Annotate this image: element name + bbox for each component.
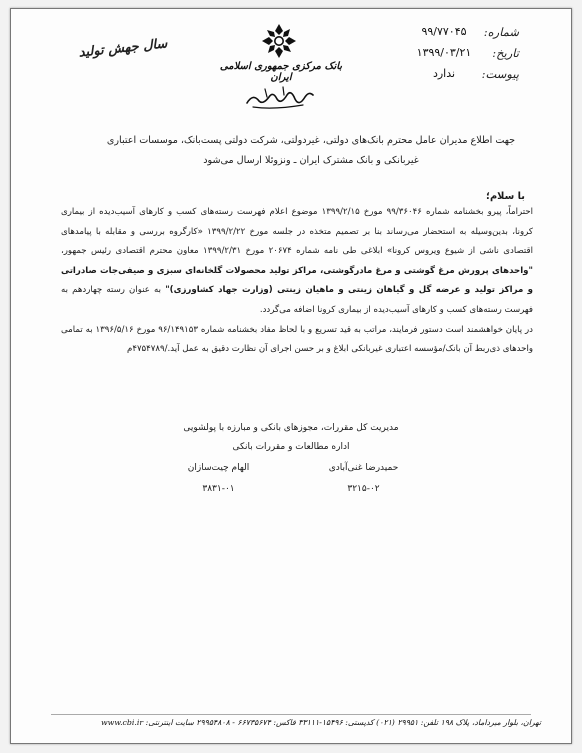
- attachment-row: [409, 63, 519, 84]
- number-label: شماره:: [483, 24, 519, 39]
- office-title: اداره مطالعات و مقررات بانکی: [232, 442, 350, 452]
- signature-block: [161, 419, 421, 499]
- signer-1-name: حمیدرضا غنی‌آبادی: [328, 463, 399, 473]
- bank-name: بانک مرکزی جمهوری اسلامی ایران: [219, 61, 343, 83]
- paragraph-1-bold: "واحدهای پرورش مرغ گوشتی و مرغ مادرگوشتی، مراکز تولید محصولات گلخانه‌ای سبزی و صیفی‌جات صادراتی و مراکز تولید و عرضه گل و گیاهان زینتی و ماهیان زینتی (وزارت جهاد کشاورزی)": [61, 265, 534, 296]
- signer-ext-row: [161, 480, 421, 499]
- letter-page: [10, 8, 572, 744]
- bismillah-calligraphy: [243, 83, 315, 111]
- letter-meta: [409, 21, 519, 84]
- attachment-label: پیوست:: [481, 66, 519, 81]
- letter-body: [61, 203, 533, 360]
- audience-line-2: غیربانکی و بانک مشترک ایران ـ ونزوئلا ارسال می‌شود: [203, 155, 419, 166]
- footer-contact: تهران، بلوار میرداماد، پلاک ۱۹۸ تلفن: ۲۹۹۵۱ (۰۲۱) کدپستی: ۱۵۴۹۶-۳۳۱۱۱ فاکس: ۶۶۷۳۵۶۷۴ - ۲۹۹۵۴۸۰۸ سایت اینترنتی: www.cbi.ir: [100, 718, 541, 727]
- signer-names-row: [161, 459, 421, 478]
- year-slogan: سال جهش تولید: [77, 36, 169, 61]
- attachment-value: ندارد: [432, 67, 456, 80]
- date-label: تاریخ:: [492, 45, 519, 60]
- paragraph-1: [61, 203, 533, 321]
- letter-audience: [89, 131, 533, 171]
- audience-line-1: جهت اطلاع مدیران عامل محترم بانک‌های دولتی، غیردولتی، شرکت دولتی پست‌بانک، موسسات اعتباری: [106, 135, 516, 146]
- number-value: ۹۹/۷۷۰۴۵: [421, 25, 467, 38]
- department-title: مدیریت کل مقررات، مجوزهای بانکی و مبارزه با پولشویی: [183, 423, 399, 433]
- greeting: با سلام؛: [486, 191, 525, 202]
- paragraph-1-text-a: احتراماً، پیرو بخشنامه شماره ۹۹/۳۶۰۴۶ مورخ ۱۳۹۹/۲/۱۵ موضوع اعلام فهرست رسته‌های کسب و کارهای آسیب‌دیده از بیماری کرونا، بدین‌وسیله به استحضار می‌رساند بنا بر تصمیم متخذه در جلسه مورخ ۱۳۹۹/۲/۲۲ «کارگروه بررسی و مقابله با پیامدهای اقتصادی ناشی از شیوع ویروس کرونا» ابلاغی طی نامه شماره ۲۰۶۷۴ مورخ ۱۳۹۹/۲/۳۱ معاون محترم اقتصادی رئیس جمهور،: [61, 207, 533, 257]
- paragraph-1-text-b: به عنوان رسته چهاردهم به فهرست رسته‌های کسب و کارهای آسیب‌دیده از بیماری کرونا اضافه می‌گردد.: [61, 285, 533, 315]
- central-bank-emblem-icon: [261, 23, 297, 59]
- signer-1-ext: ۳۲۱۵-۰۲: [347, 484, 380, 494]
- signer-2-name: الهام چیت‌سازان: [187, 463, 250, 473]
- number-row: [409, 21, 519, 42]
- paragraph-2: در پایان خواهشمند است دستور فرمایند، مراتب به قید تسریع و با لحاظ مفاد بخشنامه شماره ۹۶/۱۴۹۱۵۳ مورخ ۱۳۹۶/۵/۱۶ به تمامی واحدهای ذی‌ربط آن بانک/مؤسسه اعتباری غیربانکی ابلاغ و بر حسن اجرای آن نظارت دقیق به عمل آید./۴۷۵۴۷۸۹م: [61, 324, 533, 355]
- footer-divider: [51, 714, 531, 715]
- signer-2-ext: ۳۸۳۱-۰۱: [202, 484, 235, 494]
- date-value: ۱۳۹۹/۰۳/۲۱: [416, 46, 472, 59]
- date-row: [409, 42, 519, 63]
